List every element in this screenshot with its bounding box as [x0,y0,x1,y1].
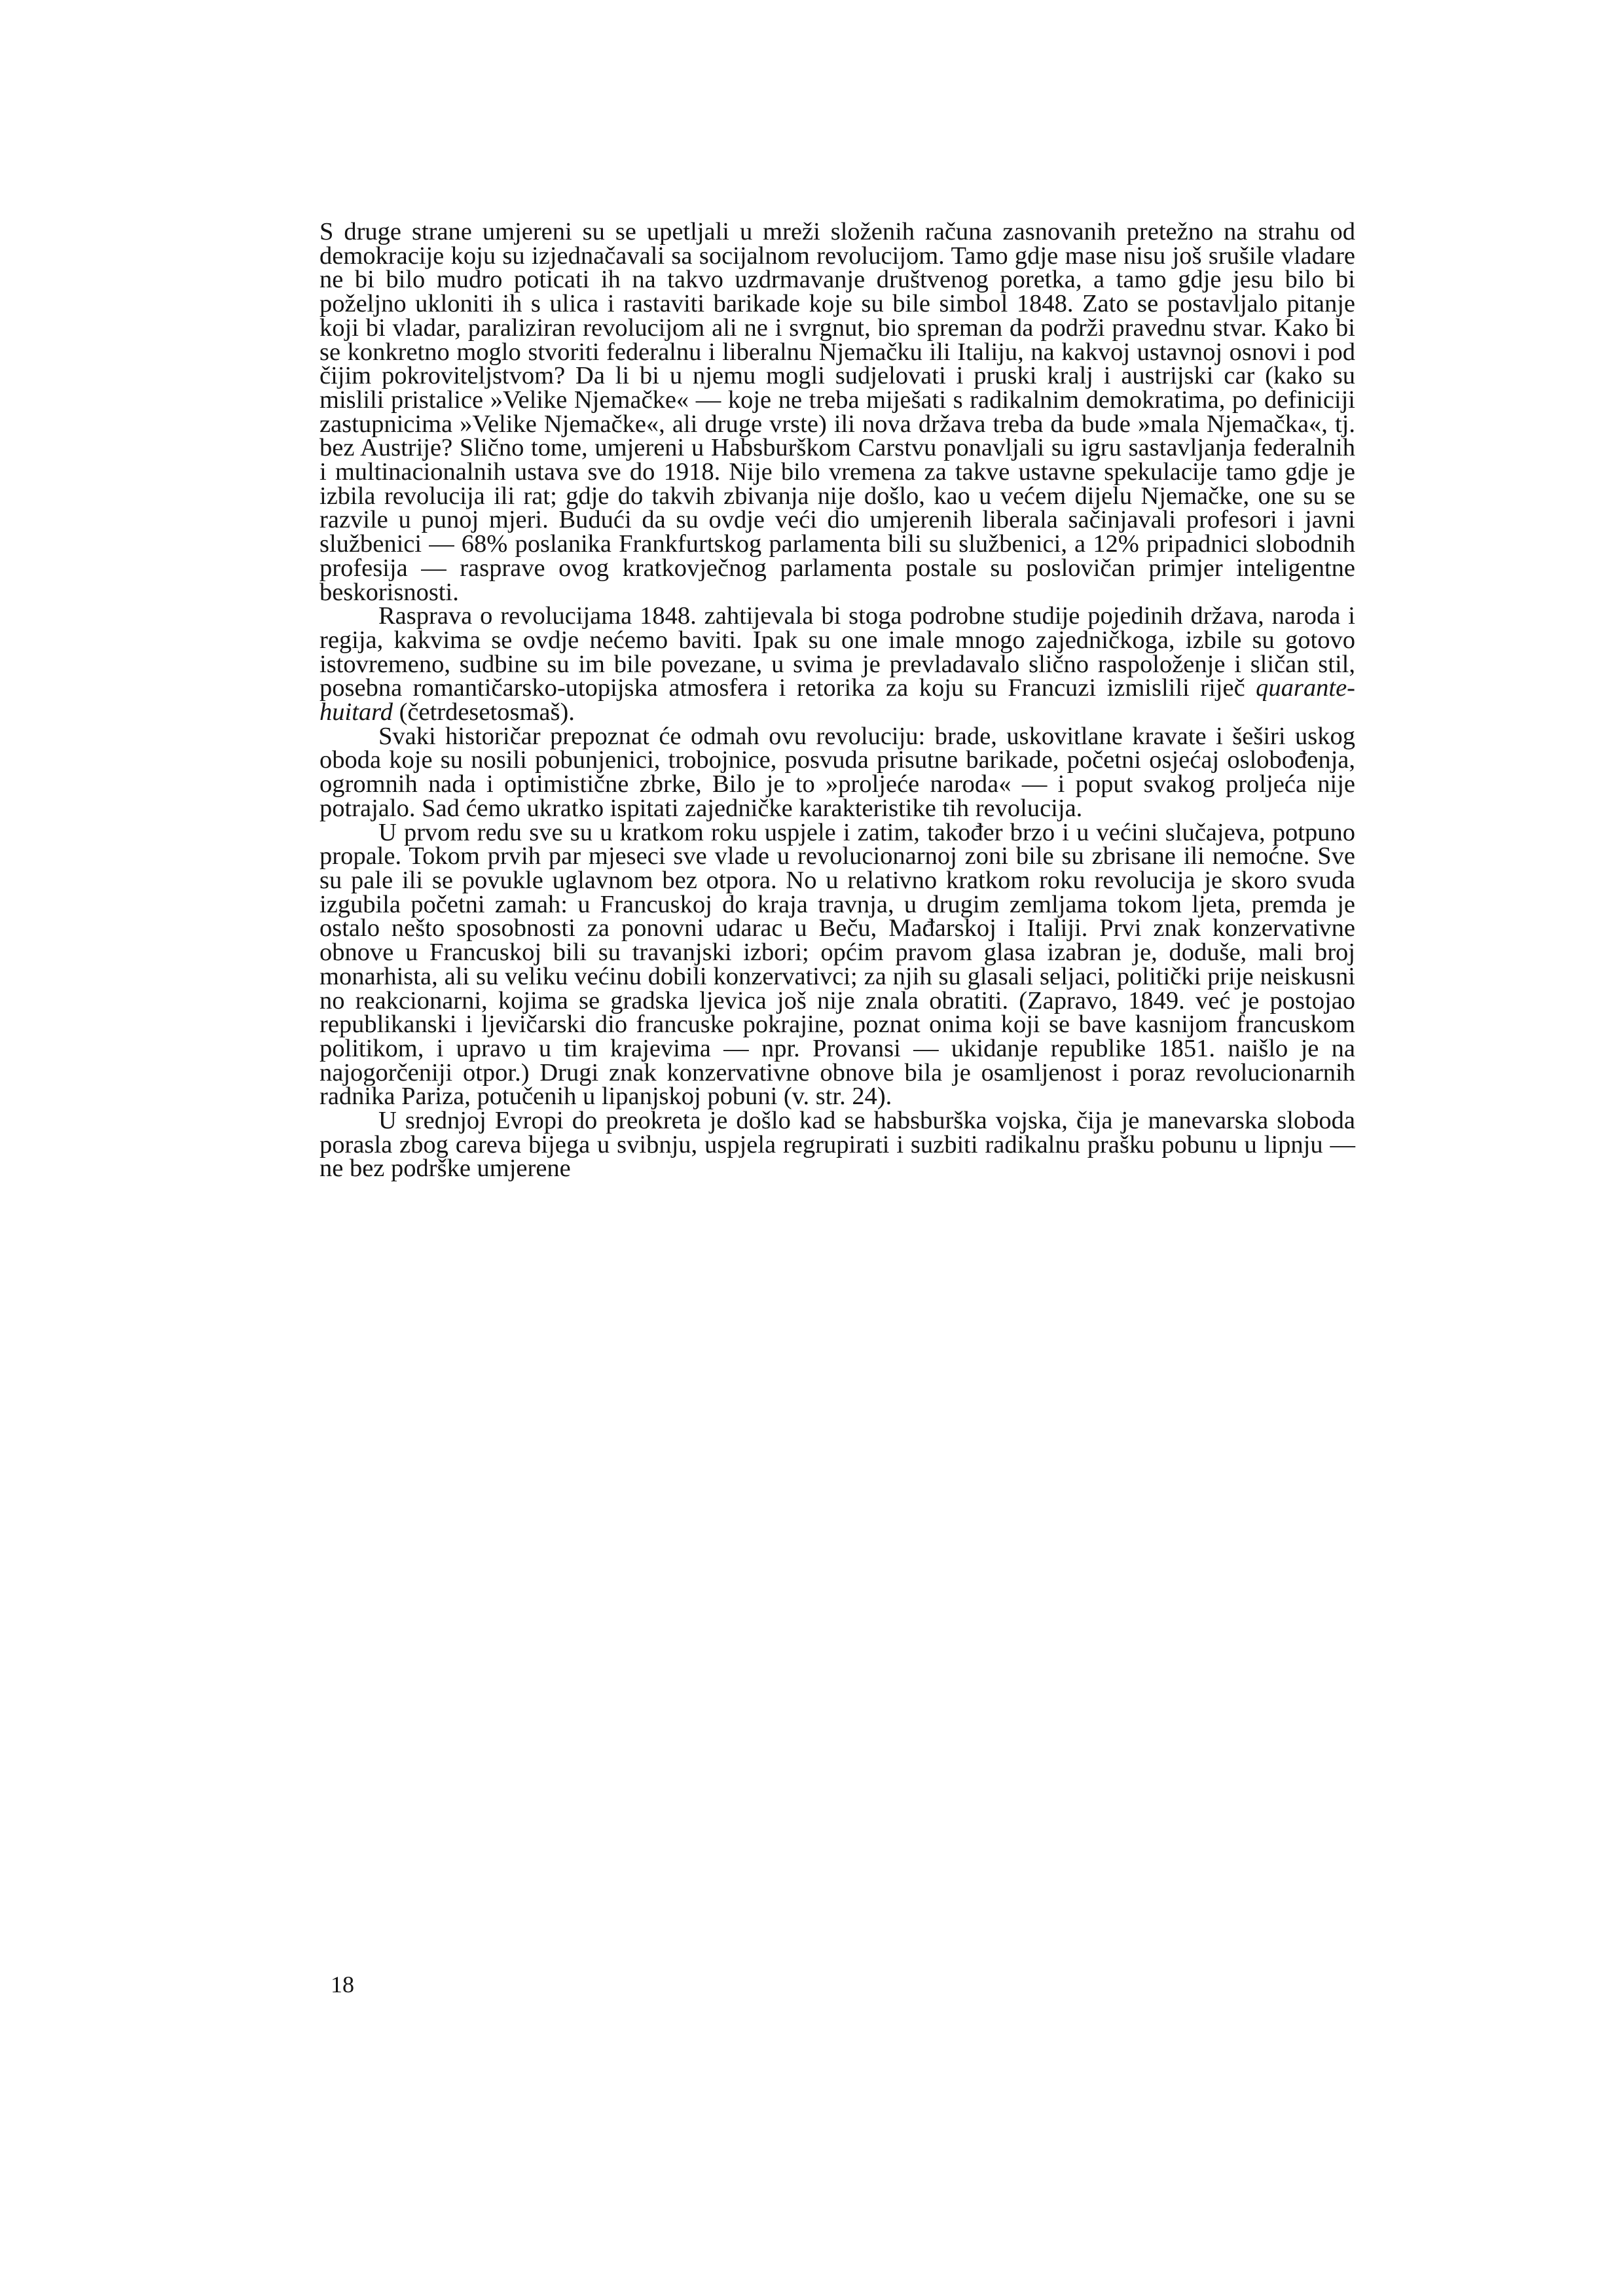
paragraph-2 [319,604,1355,725]
paragraph-1: S druge strane umjereni su se upetljali u mreži složenih računa zasnovanih pretežno na strahu od demokracije koju su izjednačavali sa socijalnom revolucijom. Tamo gdje mase nisu još srušile vladare ne bi bilo mudro poticati ih na takvo uzdrmavanje društvenog poretka, a tamo gdje jesu bilo bi poželjno ukloniti ih s ulica i rastaviti barikade koje su bile simbol 1848. Zato se postavljalo pitanje koji bi vladar, paraliziran revolucijom ali ne i svrgnut, bio spreman da podrži pravednu stvar. Kako bi se konkretno moglo stvoriti federalnu i liberalnu Njemačku ili Italiju, na kakvoj ustavnoj osnovi i pod čijim pokroviteljstvom? Da li bi u njemu mogli sudjelovati i pruski kralj i austrijski car (kako su mislili pristalice »Velike Njemačke« — koje ne treba miješati s radikalnim demokratima, po definiciji zastupnicima »Velike Njemačke«, ali druge vrste) ili nova država treba da bude »mala Njemačka«, tj. bez Austrije? Slično tome, umjereni u Habsburškom Carstvu ponavljali su igru sastavljanja federalnih i multinacionalnih ustava sve do 1918. Nije bilo vremena za takve ustavne spekulacije tamo gdje je izbila revolucija ili rat; gdje do takvih zbivanja nije došlo, kao u većem dijelu Njemačke, one su se razvile u punoj mjeri. Budući da su ovdje veći dio umjerenih liberala sačinjavali profesori i javni službenici — 68% poslanika Frankfurtskog parlamenta bili su službenici, a 12% pripadnici slobodnih profesija — rasprave ovog kratkovječnog parlamenta postale su poslovičan primjer inteligentne beskorisnosti. [319,218,1355,606]
italic-term: quarante-huitard [319,674,1355,726]
page-number: 18 [331,1971,354,1998]
paragraph-2-tail: (četrdesetosmaš). [392,698,575,726]
paragraph-2-text: Rasprava o revolucijama 1848. zahtijevala bi stoga podrobne studije pojedinih država, naroda i regija, kakvima se ovdje nećemo baviti. Ipak su one imale mnogo zajedničkoga, izbile su gotovo istovremeno, sudbine su im bile povezane, u svima je prevladavalo slično raspoloženje i sličan stil, posebna romantičarsko-utopijska atmosfera i retorika za koju su Francuzi izmislili riječ [319,602,1355,702]
paragraph-5: U srednjoj Evropi do preokreta je došlo kad se habsburška vojska, čija je manevarska sloboda porasla zbog careva bijega u svibnju, uspjela regrupirati i suzbiti radikalnu prašku pobunu u lipnju — ne bez podrške umjerene [319,1107,1355,1183]
paragraph-3: Svaki historičar prepoznat će odmah ovu revoluciju: brade, uskovitlane kravate i šeširi uskog oboda koje su nosili pobunjenici, trobojnice, posvuda prisutne barikade, početni osjećaj oslobođenja, ogromnih nada i optimistične zbrke, Bilo je to »proljeće naroda« — i poput svakog proljeća nije potrajalo. Sad ćemo ukratko ispitati zajedničke karakteristike tih revolucija. [319,722,1355,822]
body-text [319,220,1355,1181]
paragraph-4: U prvom redu sve su u kratkom roku uspjele i zatim, također brzo i u većini slučajeva, potpuno propale. Tokom prvih par mjeseci sve vlade u revolucionarnoj zoni bile su zbrisane ili nemoćne. Sve su pale ili se povukle uglavnom bez otpora. No u relativno kratkom roku revolucija je skoro svuda izgubila početni zamah: u Francuskoj do kraja travnja, u drugim zemljama tokom ljeta, premda je ostalo nešto sposobnosti za ponovni udarac u Beču, Mađarskoj i Italiji. Prvi znak konzervativne obnove u Francuskoj bili su travanjski izbori; općim pravom glasa izabran je, doduše, mali broj monarhista, ali su veliku većinu dobili konzervativci; za njih su glasali seljaci, politički prije neiskusni no reakcionarni, kojima se gradska ljevica još nije znala obratiti. (Zapravo, 1849. već je postojao republikanski i ljevičarski dio francuske pokrajine, poznat onima koji se bave kasnijom francuskom politikom, i upravo u tim krajevima — npr. Provansi — ukidanje republike 1851. naišlo je na najogorčeniji otpor.) Drugi znak konzervativne obnove bila je osamljenost i poraz revolucionarnih radnika Pariza, potučenih u lipanjskoj pobuni (v. str. 24). [319,818,1355,1111]
